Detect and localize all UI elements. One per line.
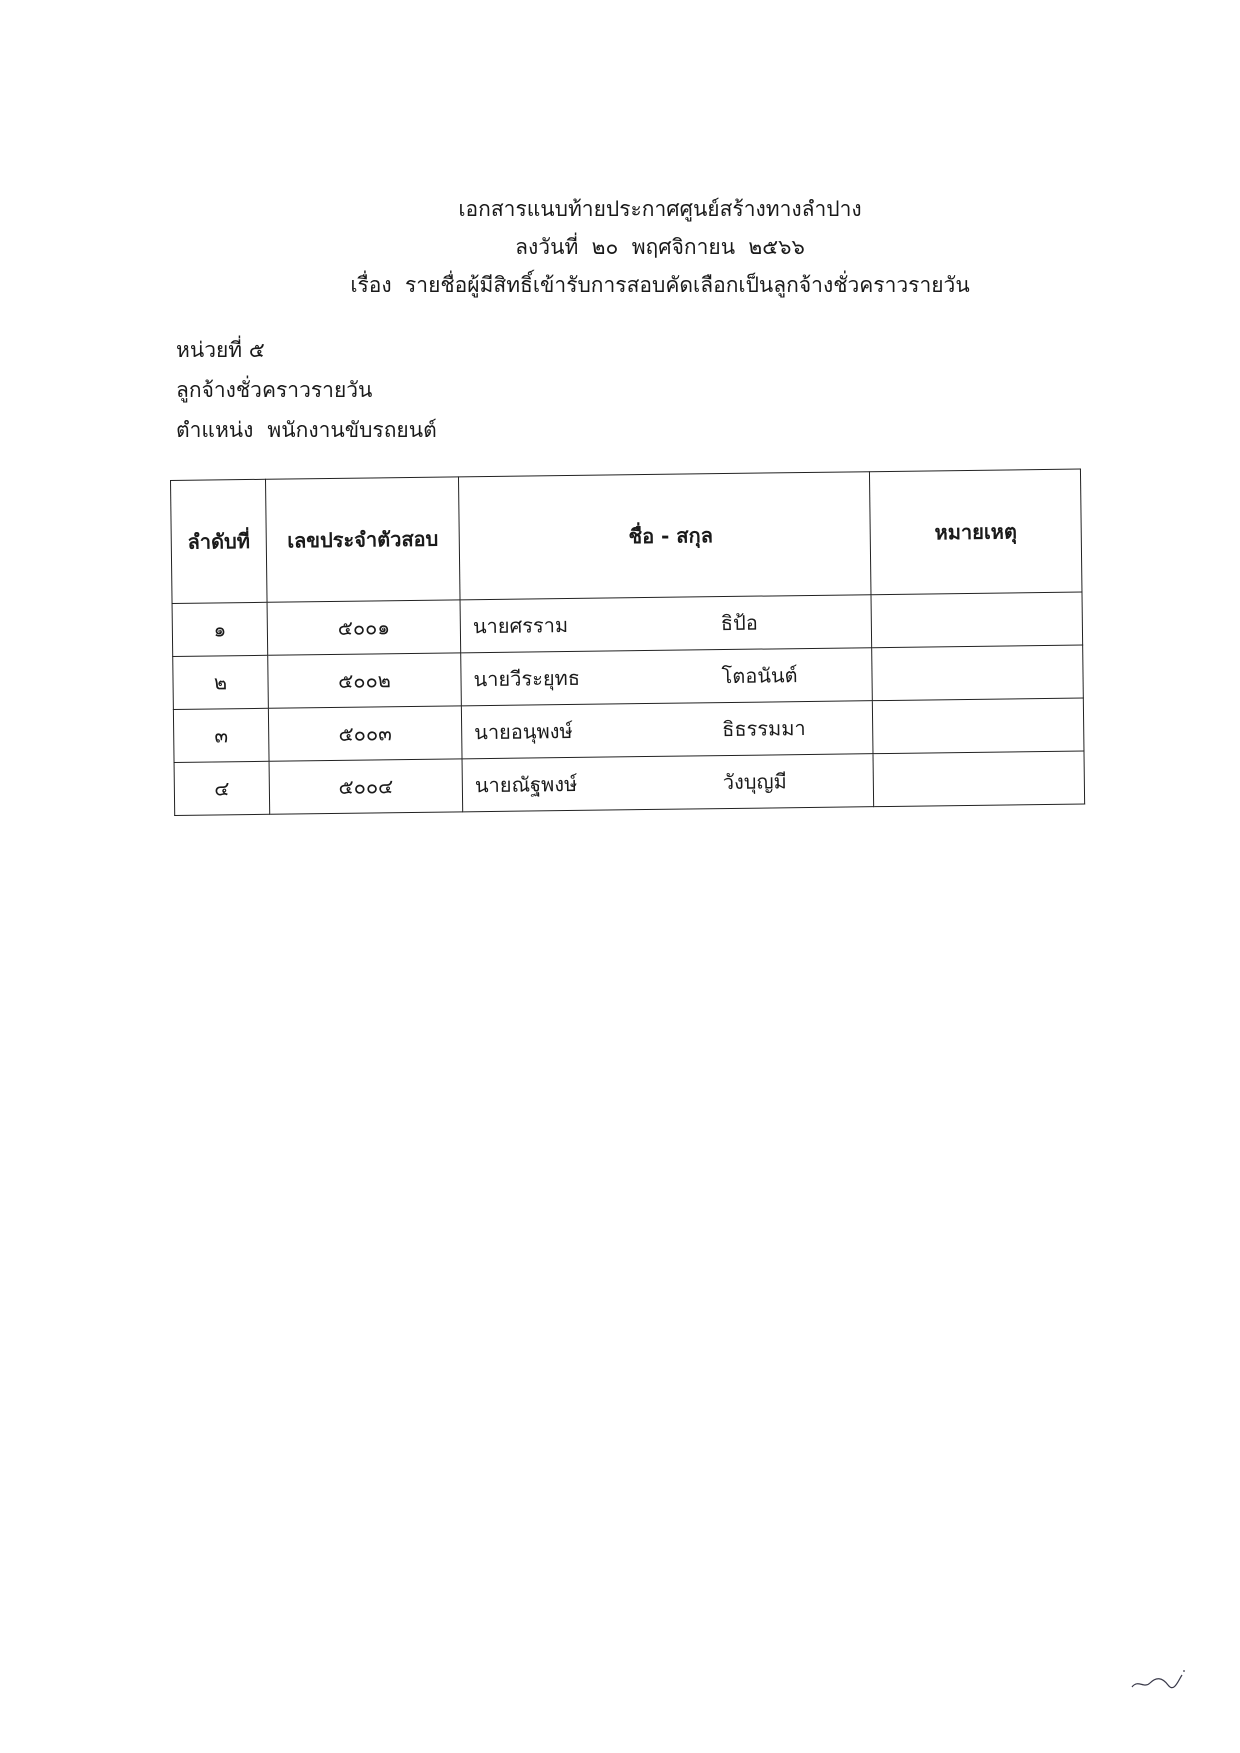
- header-title: เอกสารแนบท้ายประกาศศูนย์สร้างทางลำปาง: [458, 197, 862, 221]
- row-exam-id: ๕๐๐๒: [268, 653, 462, 708]
- initials-signature: [1128, 1665, 1188, 1695]
- row-index: ๒: [173, 655, 269, 709]
- row-first-name: นายณัฐพงษ์: [474, 771, 578, 798]
- row-exam-id: ๕๐๐๔: [269, 759, 463, 814]
- header-date-prefix: ลงวันที่: [515, 235, 579, 259]
- header-subject-text: รายชื่อผู้มีสิทธิ์เข้ารับการสอบคัดเลือกเป็นลูกจ้างชั่วคราวรายวัน: [405, 273, 970, 297]
- row-name: [461, 648, 873, 706]
- candidate-table: [170, 469, 1062, 816]
- row-exam-id: ๕๐๐๑: [267, 600, 461, 655]
- row-first-name: นายวีระยุทธ: [473, 665, 581, 692]
- table-header-row: [171, 469, 1082, 603]
- position-label: ตำแหน่ง: [176, 418, 254, 442]
- document-header: [0, 190, 1240, 304]
- table-row: [174, 751, 1085, 815]
- row-last-name: โตอนันต์: [721, 663, 798, 689]
- row-last-name: วังบุญมี: [722, 769, 787, 795]
- header-subject-label: เรื่อง: [350, 273, 392, 297]
- row-last-name: ธิธรรมมา: [722, 716, 806, 742]
- row-index: ๓: [173, 708, 269, 762]
- row-index: ๔: [174, 761, 270, 815]
- row-name: [462, 754, 874, 812]
- row-note: [872, 645, 1084, 701]
- row-first-name: นายอนุพงษ์: [474, 718, 573, 745]
- position-line: [176, 410, 437, 450]
- employee-type: ลูกจ้างชั่วคราวรายวัน: [176, 378, 373, 402]
- row-index: ๑: [172, 602, 268, 656]
- header-date-day: ๒๐: [591, 235, 619, 259]
- unit-label: หน่วยที่ ๕: [176, 338, 265, 362]
- header-subject: [0, 266, 1240, 304]
- row-name: [461, 701, 873, 759]
- header-date-month: พฤศจิกายน: [631, 235, 736, 259]
- document-meta: [176, 330, 437, 450]
- header-date-year: ๒๕๖๖: [748, 235, 805, 259]
- header-date: [0, 228, 1240, 266]
- row-exam-id: ๕๐๐๓: [268, 706, 462, 761]
- header-name: ชื่อ - สกุล: [458, 472, 871, 600]
- row-last-name: ธิป้อ: [720, 610, 758, 636]
- header-exam-id: เลขประจำตัวสอบ: [265, 477, 460, 602]
- row-name: [460, 595, 872, 653]
- row-note: [873, 751, 1085, 807]
- position-value: พนักงานขับรถยนต์: [267, 418, 437, 442]
- header-index: ลำดับที่: [171, 479, 268, 603]
- row-first-name: นายศรราม: [472, 613, 569, 639]
- row-note: [872, 698, 1084, 754]
- row-note: [871, 592, 1083, 648]
- header-note: หมายเหตุ: [869, 469, 1082, 595]
